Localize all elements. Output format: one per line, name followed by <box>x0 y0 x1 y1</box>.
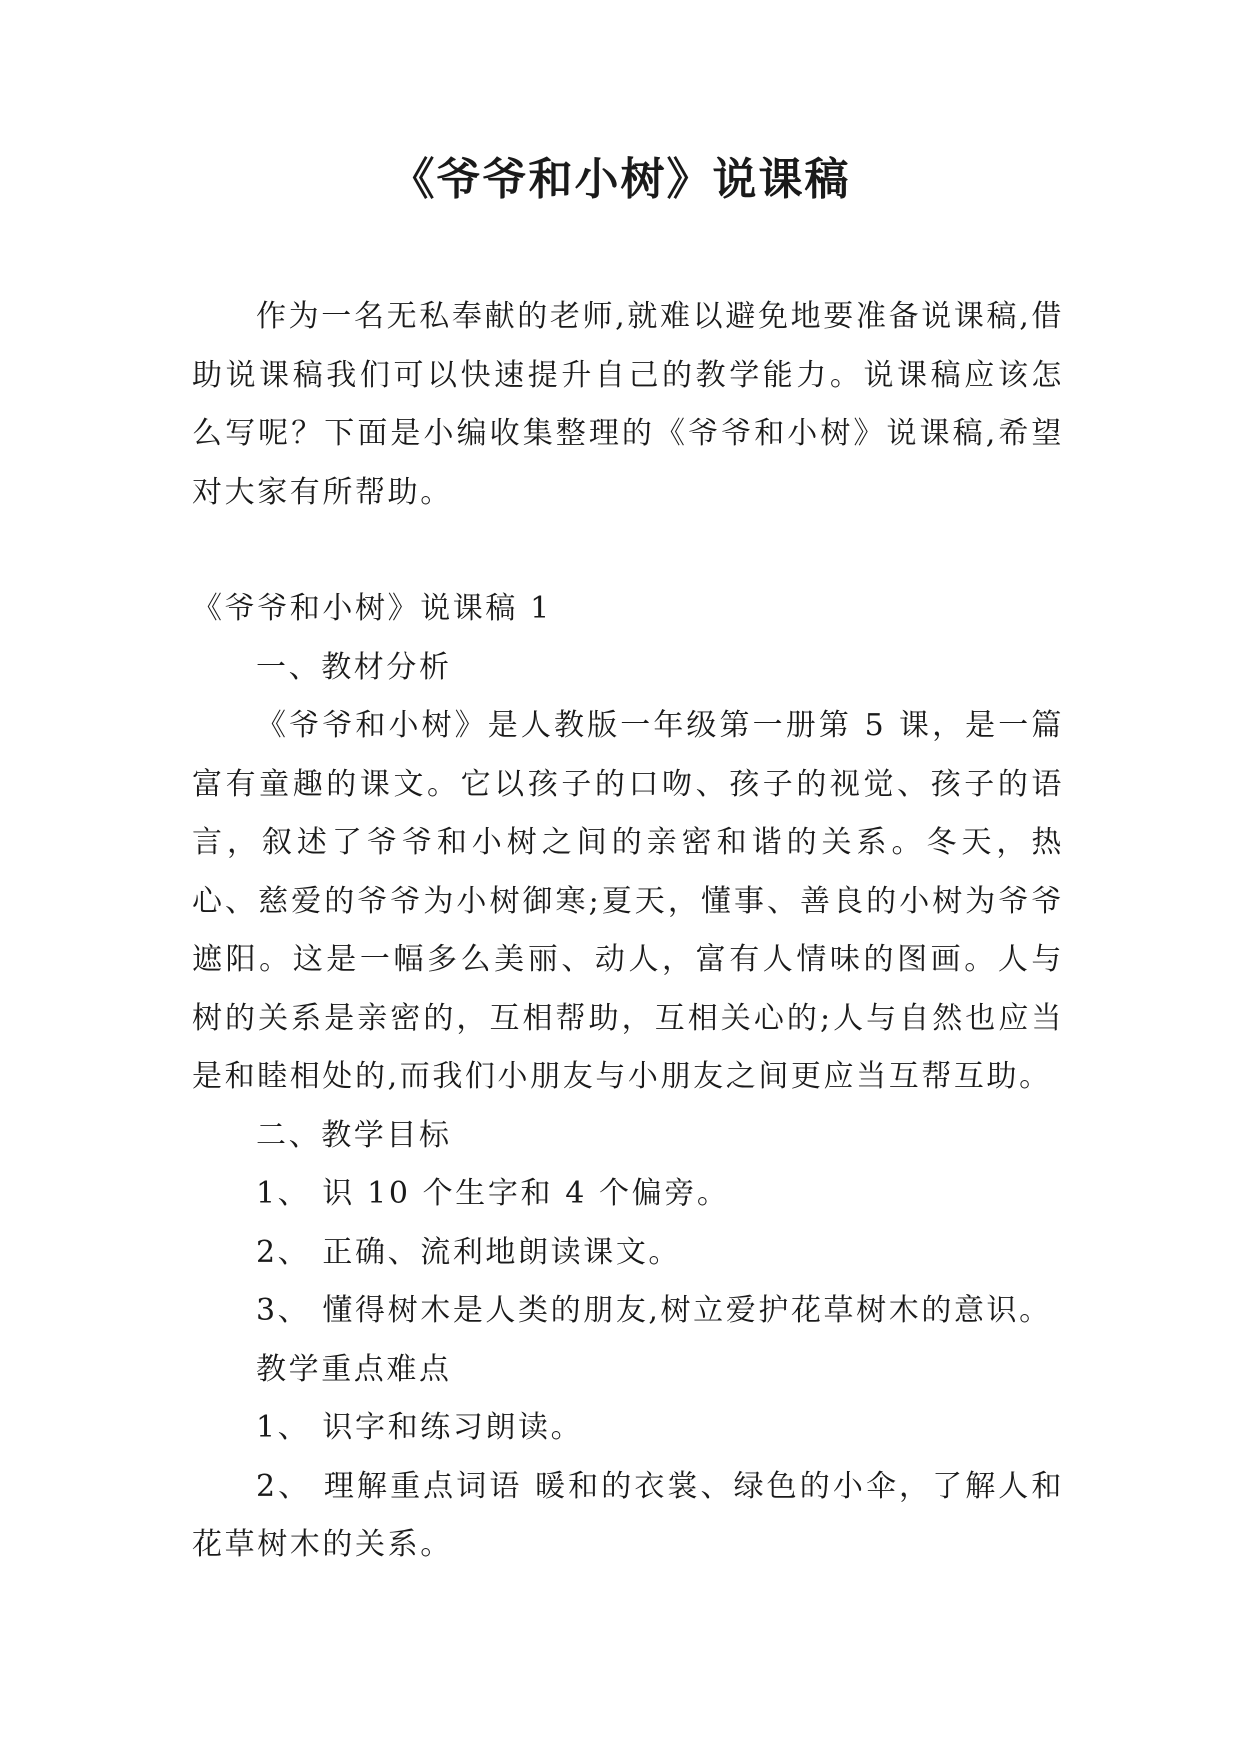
material-paragraph: 《爷爷和小树》是人教版一年级第一册第 5 课，是一篇富有童趣的课文。它以孩子的口吻、孩子的视觉、孩子的语言，叙述了爷爷和小树之间的亲密和谐的关系。冬天，热心、慈爱的爷爷为小树御寒;夏天，懂事、善良的小树为爷爷遮阳。这是一幅多么美丽、动人，富有人情味的图画。人与树的关系是亲密的，互相帮助，互相关心的;人与自然也应当是和睦相处的,而我们小朋友与小朋友之间更应当互帮互助。 <box>192 708 1064 1094</box>
goal-item-1: 1、 识 10 个生字和 4 个偏旁。 <box>256 1176 730 1211</box>
key-point-item-2: 2、 理解重点词语 暖和的衣裳、绿色的小伞，了解人和花草树木的关系。 <box>192 1468 1064 1562</box>
intro-paragraph: 作为一名无私奉献的老师,就难以避免地要准备说课稿,借助说课稿我们可以快速提升自己的教学能力。说课稿应该怎么写呢？下面是小编收集整理的《爷爷和小树》说课稿,希望对大家有所帮助。 <box>192 299 1064 510</box>
goal-item-2: 2、 正确、流利地朗读课文。 <box>256 1234 682 1270</box>
heading-key-points: 教学重点难点 <box>256 1351 452 1387</box>
spacer <box>192 522 1064 580</box>
heading-material-analysis: 一、教材分析 <box>256 649 452 685</box>
goal-item-3: 3、 懂得树木是人类的朋友,树立爱护花草树木的意识。 <box>256 1293 1052 1328</box>
heading-teaching-goals: 二、教学目标 <box>256 1117 452 1153</box>
document-body <box>192 288 1064 1575</box>
section-title: 《爷爷和小树》说课稿 1 <box>192 591 552 626</box>
key-point-item-1: 1、 识字和练习朗读。 <box>256 1410 584 1445</box>
document-title: 《爷爷和小树》说课稿 <box>390 154 851 205</box>
